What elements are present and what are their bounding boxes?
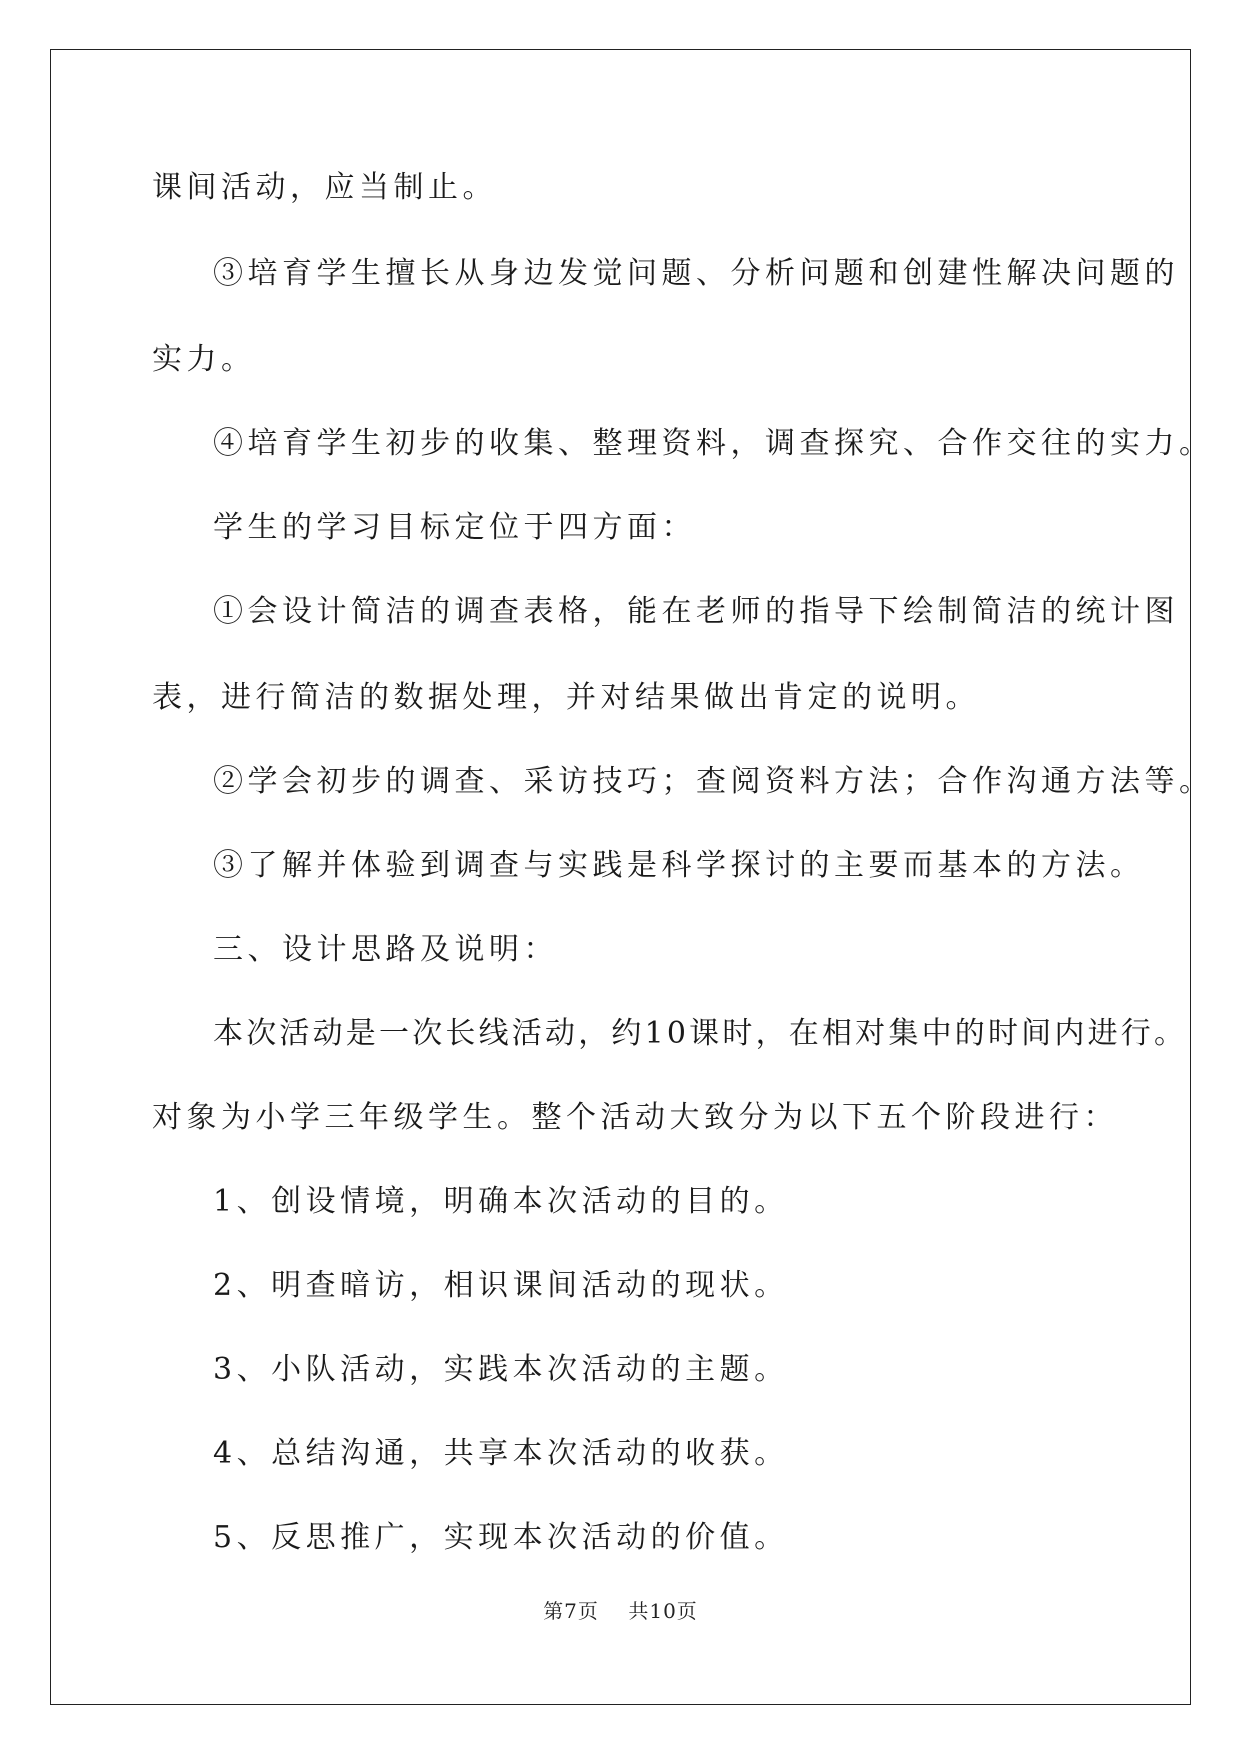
page-number: 第7页 共10页 [543, 1599, 698, 1623]
section-heading: 三、设计思路及说明： [213, 932, 558, 967]
paragraph-line: 本次活动是一次长线活动，约10课时，在相对集中的时间内进行。 [213, 1016, 1188, 1051]
paragraph-line: ③培育学生擅长从身边发觉问题、分析问题和创建性解决问题的 [213, 256, 1179, 291]
paragraph-line: 实力。 [152, 342, 256, 377]
paragraph-line: 课间活动，应当制止。 [152, 170, 497, 205]
paragraph-line: ①会设计简洁的调查表格，能在老师的指导下绘制简洁的统计图 [213, 594, 1179, 629]
paragraph-line: 学生的学习目标定位于四方面： [213, 510, 696, 545]
list-item: 3、小队活动，实践本次活动的主题。 [213, 1352, 789, 1387]
paragraph-line: 表，进行简洁的数据处理，并对结果做出肯定的说明。 [152, 680, 980, 715]
list-item: 4、总结沟通，共享本次活动的收获。 [213, 1436, 789, 1471]
list-item: 2、明查暗访，相识课间活动的现状。 [213, 1268, 789, 1303]
list-item: 1、创设情境，明确本次活动的目的。 [213, 1184, 789, 1219]
list-item: 5、反思推广，实现本次活动的价值。 [213, 1520, 789, 1555]
paragraph-line: ④培育学生初步的收集、整理资料，调查探究、合作交往的实力。 [213, 426, 1214, 461]
paragraph-line: ③了解并体验到调查与实践是科学探讨的主要而基本的方法。 [213, 848, 1145, 883]
paragraph-line: ②学会初步的调查、采访技巧；查阅资料方法；合作沟通方法等。 [213, 764, 1214, 799]
paragraph-line: 对象为小学三年级学生。整个活动大致分为以下五个阶段进行： [152, 1100, 1118, 1135]
